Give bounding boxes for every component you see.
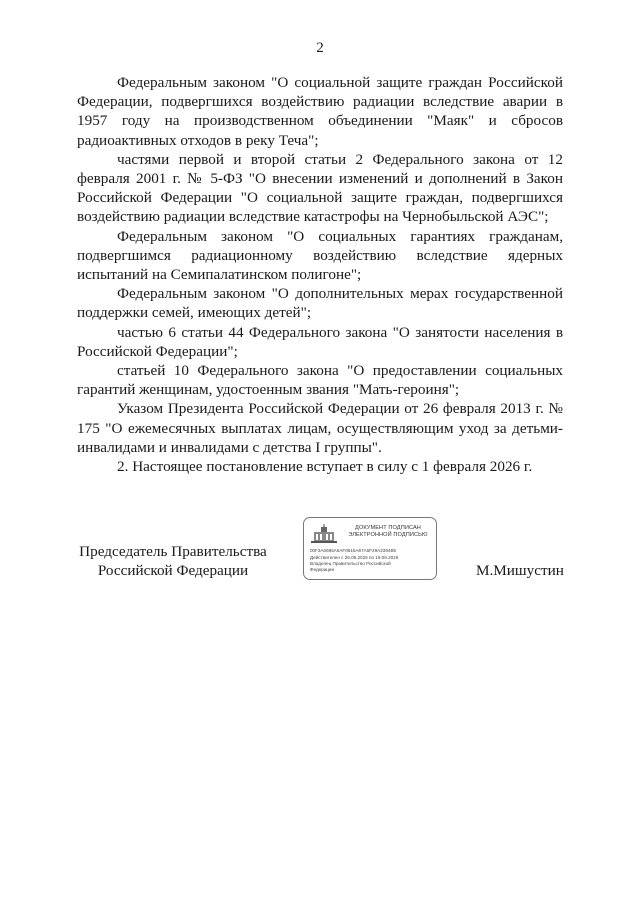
paragraph: частями первой и второй статьи 2 Федерального закона от 12 февраля 2001 г. № 5-ФЗ "О внесении изменений и дополнений в Закон Российской Федерации "О социальной защите граждан, подвергшихся воздействию радиации вследствие катастрофы на Чернобыльской АЭС";	[77, 150, 563, 226]
page-number: 2	[316, 40, 324, 56]
position-line: Председатель Правительства	[79, 543, 267, 560]
paragraph: Федеральным законом "О дополнительных мерах государственной поддержки семей, имеющих детей";	[77, 285, 563, 322]
document-body	[77, 73, 563, 476]
stamp-owner: Владелец Правительство Российской	[310, 561, 391, 566]
paragraph: статьей 10 Федерального закона "О предоставлении социальных гарантий женщинам, удостоенным звания "Мать-героиня";	[77, 362, 563, 399]
paragraph: Федеральным законом "О социальных гарантиях гражданам, подвергшимся радиационному воздействию вследствие ядерных испытаний на Семипалатинском полигоне";	[77, 227, 563, 284]
paragraph: частью 6 статьи 44 Федерального закона "О занятости населения в Российской Федерации";	[77, 323, 563, 360]
electronic-signature-stamp	[303, 517, 437, 580]
stamp-validity: Действителен с 26.06.2025 по 19.09.2026	[310, 555, 399, 560]
paragraph: Указом Президента Российской Федерации от 26 февраля 2013 г. № 175 "О ежемесячных выплатах лицам, осуществляющим уход за детьми-инвалидами и инвалидами с детства I группы".	[77, 400, 563, 456]
paragraph: 2. Настоящее постановление вступает в силу с 1 февраля 2026 г.	[117, 458, 533, 476]
signatory-name: М.Мишустин	[476, 562, 564, 579]
position-line: Российской Федерации	[97, 562, 249, 580]
stamp-certificate: 00F3A0695A6AF0615A67A5F29A2394B5	[310, 548, 397, 553]
stamp-title: ДОКУМЕНТ ПОДПИСАН ЭЛЕКТРОННОЙ ПОДПИСЬЮ	[348, 525, 428, 538]
government-building-icon	[310, 524, 338, 544]
paragraph: Федеральным законом "О социальной защите граждан Российской Федерации, подвергшихся воздействию радиации вследствие аварии в 1957 году на производственном объединении "Маяк" и сбросов радиоактивных отходов в реку Теча";	[77, 74, 563, 149]
signatory-position	[78, 542, 268, 580]
stamp-owner: Федерации	[310, 567, 335, 572]
